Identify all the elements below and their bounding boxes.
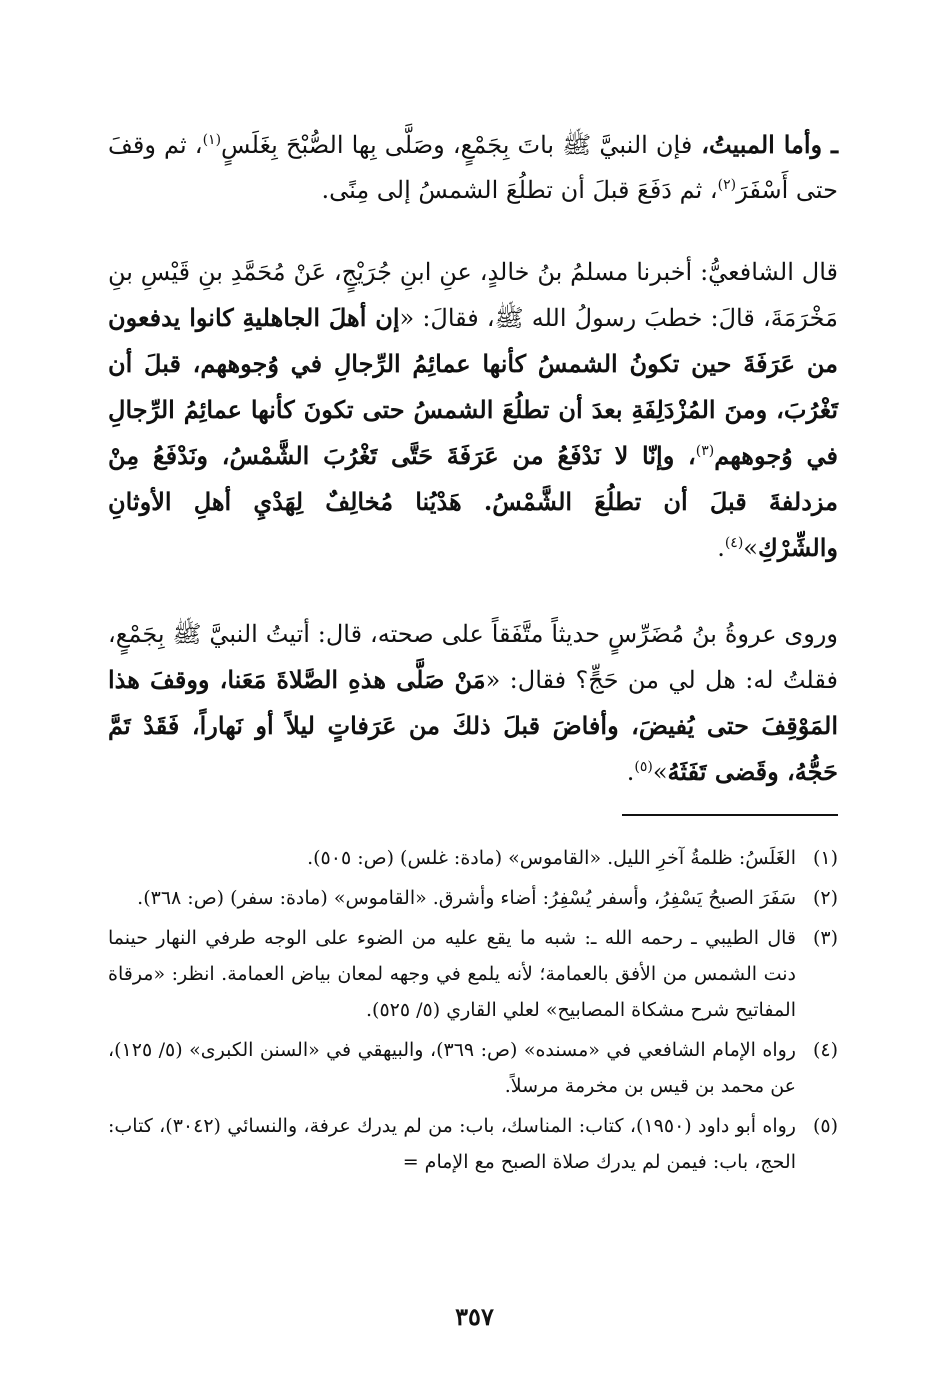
paragraph-urwa-hadith [108, 612, 838, 795]
paragraph-text: فإن النبيَّ ﷺ باتَ بِجَمْعٍ، وصَلَّى بِها الصُّبْحَ بِغَلَسٍ [221, 131, 693, 159]
paragraph-text: . [626, 758, 635, 786]
hadith-quote: إن أهلَ الجاهليةِ كانوا يدفعون من عَرَفَةَ حين تكونُ الشمسُ كأنها عمائِمُ الرِّجالِ في وُجوههم، قبلَ أن تَغْرُبَ، ومنَ المُزْدَلِفَةِ بعدَ أن تطلُعَ الشمسُ حتى تكونَ كأنها عمائِمُ الرِّجالِ في وُجوههم [108, 303, 838, 470]
section-heading: ـ وأما المبيتُ، [692, 130, 839, 159]
paragraph-text: وروى عروةُ بنُ مُضَرِّسٍ حديثاً متَّفَقاً على صحته، قال: أتيتُ النبيَّ ﷺ بِجَمْعٍ، فقلتُ له: هل لي من حَجٍّ؟ فقال: « [108, 620, 838, 694]
footnote-3 [108, 920, 838, 1028]
footnote-number: (٥) [812, 1115, 838, 1137]
hadith-quote: مَنْ صَلَّى هذهِ الصَّلاةَ مَعَنا، ووقفَ هذا المَوْقِفَ حتى يُفيضَ، وأفاضَ قبلَ ذلكَ من عَرَفاتٍ ليلاً أو نَهاراً، فَقَدْ تَمَّ حَجُّهُ، وقَضى تَفَثَهُ [108, 665, 838, 786]
paragraph-text: ، ثم دَفَعَ قبلَ أن تطلُعَ الشمسُ إلى مِنًى. [321, 176, 718, 204]
footnote-text: رواه أبو داود (١٩٥٠)، كتاب: المناسك، باب: من لم يدرك عرفة، والنسائي (٣٠٤٢)، كتاب: الحج، باب: فيمن لم يدرك صلاة الصبح مع الإمام = [108, 1115, 796, 1173]
footnote-number: (٤) [812, 1039, 838, 1061]
footnote-4 [108, 1032, 838, 1104]
footnote-number: (١) [812, 847, 838, 869]
footnote-5 [108, 1108, 838, 1180]
footnote-2 [108, 880, 838, 916]
page-number: ٣٥٧ [455, 1302, 494, 1331]
footnote-ref-2: (٢) [717, 177, 737, 193]
quote-close: » [652, 758, 668, 786]
footnote-ref-1: (١) [202, 132, 222, 148]
footnote-number: (٣) [812, 927, 838, 949]
hadith-quote: ، وإنّا لا نَدْفَعُ من عَرَفَةَ حَتَّى تَغْرُبَ الشَّمْسُ، ونَدْفَعُ مِنْ مزدلفةَ قبلَ أن تطلُعَ الشَّمْسُ. هَدْيُنا مُخالِفٌ لِهَدْيِ أهلِ الأوثانِ والشِّرْكِ [108, 441, 838, 562]
footnote-number: (٢) [812, 887, 838, 909]
footnote-1 [108, 840, 838, 876]
paragraph-shafii-hadith [108, 250, 838, 571]
paragraph-text: ، ثم وقفَ حتى أَسْفَرَ [108, 131, 838, 204]
paragraph-text: قال الشافعيُّ: أخبرنا مسلمُ بنُ خالدٍ، عنِ ابنِ جُرَيْجٍ، عَنْ مُحَمَّدِ بنِ قَيْسِ بنِ مَخْرَمَةَ، قالَ: خطبَ رسولُ الله ﷺ، فقالَ: « [108, 258, 839, 332]
footnote-ref-5: (٥) [634, 759, 653, 775]
footnote-divider [622, 814, 838, 816]
footnote-ref-3: (٣) [695, 443, 715, 459]
footnote-text: الغَلَسُ: ظلمةُ آخرِ الليل. «القاموس» (مادة: غلس) (ص: ٥٠٥). [307, 847, 796, 869]
quote-close: » [743, 534, 758, 562]
footnotes [108, 840, 838, 1184]
paragraph-text: . [717, 534, 725, 562]
footnote-ref-4: (٤) [724, 535, 744, 551]
footnote-text: سَفَرَ الصبحُ يَسْفِرُ، وأسفر يُسْفِرُ: أضاء وأشرق. «القاموس» (مادة: سفر) (ص: ٣٦٨). [137, 887, 796, 909]
footnote-text: قال الطيبي ـ رحمه الله ـ: شبه ما يقع عليه من الضوء على الوجه طرفي النهار حينما دنت الشمس من الأفق بالعمامة؛ لأنه يلمع في وجهه لمعان بياض العمامة. انظر: «مرقاة المفاتيح شرح مشكاة المصابيح» لعلي القاري (٥/ ٥٢٥). [108, 927, 796, 1021]
footnote-text: رواه الإمام الشافعي في «مسنده» (ص: ٣٦٩)، والبيهقي في «السنن الكبرى» (٥/ ١٢٥)، عن محمد بن قيس بن مخرمة مرسلاً. [108, 1039, 796, 1097]
paragraph-mabit [108, 122, 838, 213]
